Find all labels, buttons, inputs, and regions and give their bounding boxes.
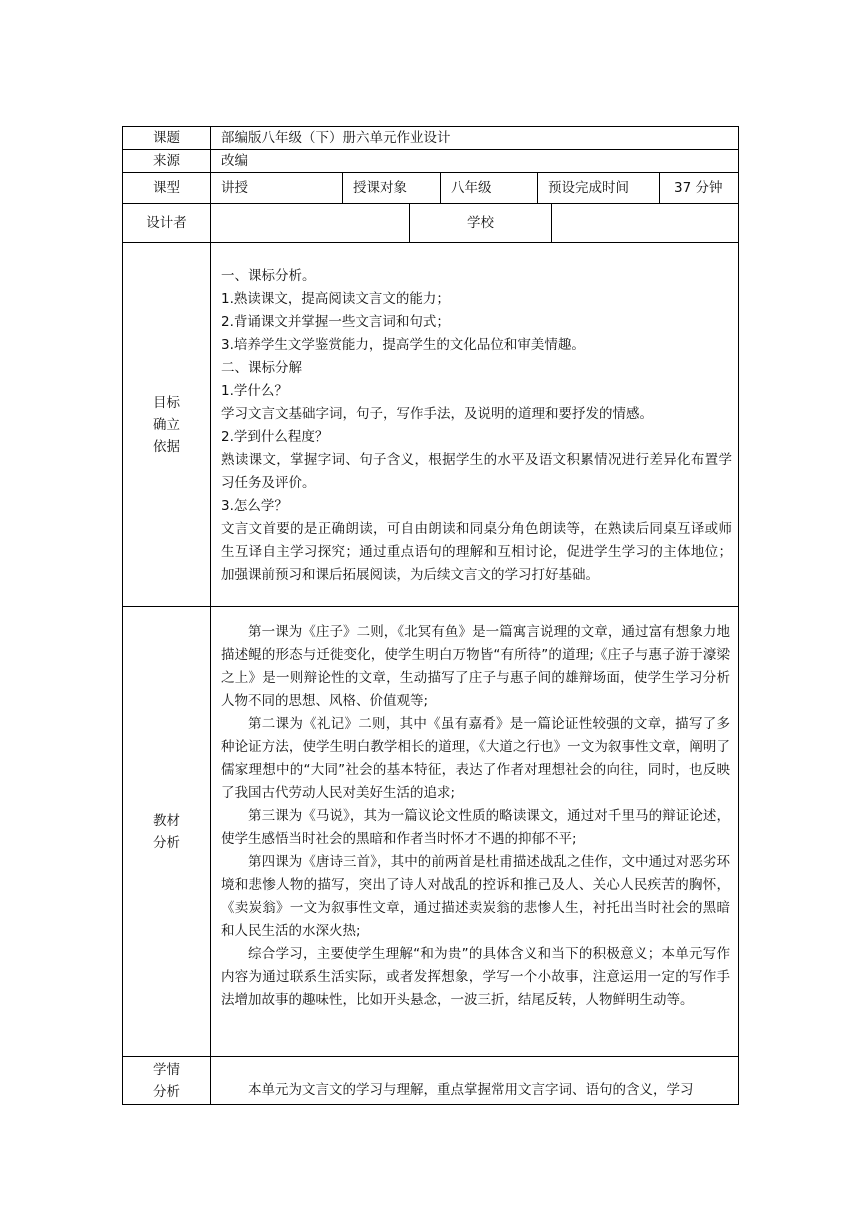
goal-line: 一、课标分析。 — [221, 268, 316, 284]
material-paragraph: 综合学习，主要使学生理解“和为贵”的具体含义和当下的积极意义；本单元写作内容为通过联系生活实际，或者发挥想象，学写一个小故事，注意运用一定的写作手法增加故事的趣味性，比如开头悬念，一波三折，结尾反转，人物鲜明生动等。 — [221, 946, 730, 1008]
value-time: 37 分钟 — [674, 180, 723, 196]
label-students-line-2: 分析 — [153, 1083, 180, 1100]
goal-line: 文言文首要的是正确朗读，可自由朗读和同桌分角色朗读等，在熟读后同桌互译或师生互译自主学习探究；通过重点语句的理解和互相讨论，促进学生学习的主体地位；加强课前预习和课后拓展阅读，为后续文言文的学习打好基础。 — [221, 521, 732, 583]
row-type — [123, 173, 739, 204]
label-source: 来源 — [123, 150, 211, 173]
label-material — [123, 607, 211, 1057]
goal-line: 熟读课文，掌握字词、句子含义，根据学生的水平及语文积累情况进行差异化布置学习任务及评价。 — [221, 452, 732, 491]
value-type: 讲授 — [211, 173, 343, 203]
row-topic — [123, 127, 739, 150]
goal-line: 2.学到什么程度？ — [221, 429, 329, 445]
row-goal — [123, 243, 739, 607]
goal-line: 3.培养学生文学鉴赏能力，提高学生的文化品位和审美情趣。 — [221, 337, 585, 353]
label-time: 预设完成时间 — [538, 173, 660, 203]
goal-line: 3.怎么学？ — [221, 498, 288, 514]
label-goal-line-3: 依据 — [153, 438, 180, 455]
row-designer — [123, 204, 739, 243]
goal-line: 二、课标分解 — [221, 360, 302, 376]
label-type: 课型 — [123, 173, 211, 204]
label-topic: 课题 — [123, 127, 211, 150]
label-students — [123, 1057, 211, 1105]
goal-content — [211, 243, 739, 607]
label-goal-line-1: 目标 — [153, 394, 180, 411]
material-paragraph: 第二课为《礼记》二则，其中《虽有嘉肴》是一篇论证性较强的文章，描写了多种论证方法，使学生明白教学相长的道理，《大道之行也》一文为叙事性文章，阐明了儒家理想中的“大同”社会的基本特征，表达了作者对理想社会的向往，同时，也反映了我国古代劳动人民对美好生活的追求; — [221, 716, 730, 801]
lesson-design-table — [122, 126, 739, 1105]
label-students-line-1: 学情 — [153, 1061, 180, 1078]
label-material-line-1: 教材 — [153, 812, 180, 829]
row-material — [123, 607, 739, 1057]
label-goal-line-2: 确立 — [153, 416, 180, 433]
material-paragraph: 第一课为《庄子》二则，《北冥有鱼》是一篇寓言说理的文章，通过富有想象力地描述鲲的形态与迁徙变化，使学生明白万物皆“有所待”的道理;《庄子与惠子游于濠梁之上》是一则辩论性的文章，生动描写了庄子与惠子间的雄辩场面，使学生学习分析人物不同的思想、风格、价值观等; — [221, 624, 730, 709]
label-school: 学校 — [410, 204, 552, 242]
goal-line: 1.学什么？ — [221, 383, 288, 399]
row-source — [123, 150, 739, 173]
goal-line: 2.背诵课文并掌握一些文言词和句式； — [221, 314, 450, 330]
value-source: 改编 — [211, 150, 739, 173]
label-designer: 设计者 — [123, 204, 211, 243]
goal-line: 学习文言文基础字词，句子，写作手法，及说明的道理和要抒发的情感。 — [221, 406, 653, 422]
label-goal — [123, 243, 211, 607]
label-material-line-2: 分析 — [153, 834, 180, 851]
material-content — [211, 607, 739, 1057]
students-text: 本单元为文言文的学习与理解，重点掌握常用文言字词、语句的含义，学习 — [248, 1082, 694, 1098]
value-topic: 部编版八年级（下）册六单元作业设计 — [211, 127, 739, 150]
material-paragraph: 第四课为《唐诗三首》，其中的前两首是杜甫描述战乱之佳作，文中通过对恶劣环境和悲惨人物的描写，突出了诗人对战乱的控诉和推己及人、关心人民疾苦的胸怀，《卖炭翁》一文为叙事性文章，通过描述卖炭翁的悲惨人生，衬托出当时社会的黑暗和人民生活的水深火热; — [221, 854, 730, 939]
type-subcells — [211, 173, 739, 204]
value-audience: 八年级 — [441, 173, 538, 203]
value-designer — [211, 204, 410, 242]
material-paragraph: 第三课为《马说》，其为一篇议论文性质的略读课文，通过对千里马的辩证论述，使学生感悟当时社会的黑暗和作者当时怀才不遇的抑郁不平; — [221, 808, 730, 847]
students-content — [211, 1057, 739, 1105]
goal-line: 1.熟读课文，提高阅读文言文的能力； — [221, 291, 450, 307]
label-audience: 授课对象 — [343, 173, 441, 203]
value-school — [552, 204, 737, 242]
row-students — [123, 1057, 739, 1105]
designer-subcells — [211, 204, 739, 243]
